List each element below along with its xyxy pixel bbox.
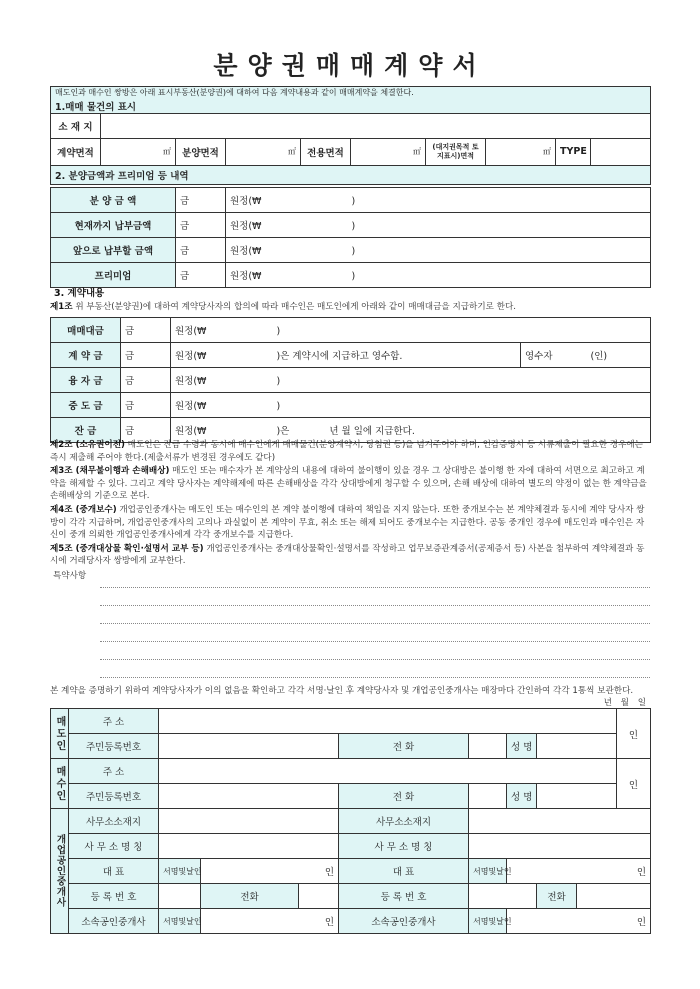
buyer-address-field[interactable] [159, 759, 617, 784]
total-price-label: 매매대금 [51, 318, 121, 343]
total-price-amount[interactable] [171, 318, 651, 343]
amount-close: ) [351, 271, 356, 282]
section2-heading: 2. 분양금액과 프리미엄 등 내역 [51, 165, 651, 184]
seller-phone-label: 전 화 [339, 734, 469, 759]
contract-area-field[interactable]: ㎡ [101, 138, 176, 165]
article-head: 제3조 (채무불이행과 손해배상) [50, 466, 170, 477]
amount-text: 원정(₩ [230, 271, 262, 282]
special-terms-label: 특약사항 [53, 571, 87, 581]
special-line[interactable] [100, 588, 650, 606]
special-terms [50, 570, 650, 678]
amount-close: ) [351, 221, 356, 232]
location-field[interactable] [101, 113, 651, 138]
agent2-reg-field[interactable] [469, 884, 537, 909]
page-title: 분양권매매계약서 [213, 51, 487, 80]
balance-label: 잔 금 [51, 418, 121, 443]
agent-reg-field[interactable] [159, 884, 201, 909]
agent2-reg-label: 등 록 번 호 [339, 884, 469, 909]
location-label: 소 재 지 [51, 113, 101, 138]
seller-address-label: 주 소 [69, 709, 159, 734]
agent2-affiliated-label: 소속공인중개사 [339, 909, 469, 934]
contract-area-label: 계약면적 [51, 138, 101, 165]
agent2-phone-field[interactable] [577, 884, 651, 909]
interim-amount[interactable] [171, 393, 651, 418]
amount-close: )은 [276, 426, 290, 437]
remaining-row-label: 앞으로 납부할 금액 [51, 238, 176, 263]
type-field[interactable] [591, 138, 651, 165]
seller-address-field[interactable] [159, 709, 617, 734]
amount-text: 원정(₩ [175, 426, 207, 437]
amount-text: 원정(₩ [175, 326, 207, 337]
exclusive-area-label: 전용면적 [301, 138, 351, 165]
agent-office-addr-field[interactable] [159, 809, 339, 834]
article-text: 개업공인중개사는 중개대상물확인·설명서를 작성하고 업무보증관계증서(공제증서 등) 사본을 첨부하여 계약체결과 동시에 거래당사자 쌍방에게 교부한다. [50, 543, 645, 567]
agent2-office-name-field[interactable] [469, 834, 651, 859]
receipt-seal: (인) [590, 351, 608, 362]
total-price-prefix: 금 [121, 318, 171, 343]
articles [50, 439, 650, 569]
interim-prefix: 금 [121, 393, 171, 418]
article1-head: 제1조 [50, 302, 73, 312]
section1-heading: 1.매매 물건의 표시 [51, 99, 651, 114]
agent-office-name-label: 사 무 소 명 칭 [69, 834, 159, 859]
amount-close: )은 계약시에 지급하고 영수함. [276, 351, 403, 362]
agent-office-addr-label: 사무소소재지 [69, 809, 159, 834]
amount-close: ) [276, 401, 281, 412]
price-row-label: 분 양 금 액 [51, 188, 176, 213]
price-row-amount[interactable] [226, 188, 651, 213]
buyer-seal[interactable]: 인 [617, 759, 651, 809]
agent2-affiliated-seal[interactable]: 인 [507, 909, 651, 934]
special-line[interactable] [100, 660, 650, 678]
intro-text: 매도인과 매수인 쌍방은 아래 표시부동산(분양권)에 대하여 다음 계약내용과 같이 매매계약을 체결한다. [51, 87, 651, 99]
seller-name-label: 성 명 [507, 734, 537, 759]
agent2-rep-seal[interactable]: 인 [507, 859, 651, 884]
article-5 [50, 543, 650, 568]
price-row-prefix: 금 [176, 188, 226, 213]
land-area-label: (대지권목적 토지표시)면적 [426, 138, 486, 165]
land-area-field[interactable]: ㎡ [486, 138, 556, 165]
article-2 [50, 439, 650, 464]
exclusive-area-field[interactable]: ㎡ [351, 138, 426, 165]
agent-reg-label: 등 록 번 호 [69, 884, 159, 909]
balance-date-text: 년 월 일에 지급한다. [329, 426, 415, 437]
seller-id-field[interactable] [159, 734, 339, 759]
seller-label: 매도인 [51, 709, 69, 759]
amount-close: ) [276, 326, 281, 337]
article-head: 제4조 (중개보수) [50, 504, 117, 515]
paid-row-amount[interactable] [226, 213, 651, 238]
special-line[interactable] [100, 624, 650, 642]
sale-area-label: 분양면적 [176, 138, 226, 165]
loan-label: 융 자 금 [51, 368, 121, 393]
loan-amount[interactable] [171, 368, 651, 393]
deposit-amount[interactable] [171, 343, 521, 368]
paid-row-prefix: 금 [176, 213, 226, 238]
article-head: 제5조 (중개대상물 확인·설명서 교부 등) [50, 543, 204, 554]
premium-table [50, 187, 651, 288]
paid-row-label: 현재까지 납부금액 [51, 213, 176, 238]
article1-text: 위 부동산(분양권)에 대하여 계약당사자의 합의에 따라 매수인은 매도인에게 아래와 같이 매매대금을 지급하기로 한다. [72, 302, 517, 312]
article-text: 개업공인중개사는 매도인 또는 매수인의 본 계약 불이행에 대하여 책임을 지지 않는다. 또한 중개보수는 본 계약체결과 동시에 계약 당사자 쌍방이 각각 지급하며, 개업공인중개사의 고의나 과실없이 본 계약이 무효, 취소 또는 해제 되어도 중개보수는 지급한다. 공동 중개인 경우에 매도인과 매수인은 자신이 중개 의뢰한 개업공인중개사에게 각각 중개보수를 지급한다. [50, 504, 645, 541]
premium-row-prefix: 금 [176, 263, 226, 288]
type-label: TYPE [556, 138, 591, 165]
receipt-field[interactable] [521, 343, 651, 368]
balance-prefix: 금 [121, 418, 171, 443]
article-text: 매도인 또는 매수자가 본 계약상의 내용에 대하여 불이행이 있을 경우 그 상대방은 불이행 한 자에 대하여 서면으로 최고하고 계약을 해제할 수 있다. 그리고 계약 당사자는 계약해제에 따른 손해배상을 각각 상대방에게 청구할 수 있으며, 손해 배상에 대하여 별도의 약정이 없는 한 계약금을 손해배상의 기준으로 본다. [50, 466, 647, 502]
seller-name-field[interactable] [537, 734, 617, 759]
property-table [50, 86, 651, 185]
agent2-office-name-label: 사 무 소 명 칭 [339, 834, 469, 859]
amount-text: 원정(₩ [230, 246, 262, 257]
agent-phone-label: 전화 [201, 884, 299, 909]
deposit-prefix: 금 [121, 343, 171, 368]
amount-text: 원정(₩ [230, 221, 262, 232]
agent2-office-addr-label: 사무소소재지 [339, 809, 469, 834]
special-line[interactable] [100, 570, 650, 588]
interim-label: 중 도 금 [51, 393, 121, 418]
agent2-office-addr-field[interactable] [469, 809, 651, 834]
article-3 [50, 465, 650, 503]
premium-row-label: 프리미엄 [51, 263, 176, 288]
section3-heading: 3. 계약내용 [54, 288, 105, 299]
buyer-address-label: 주 소 [69, 759, 159, 784]
agent-affiliated-label: 소속공인중개사 [69, 909, 159, 934]
agent-affiliated-seal[interactable]: 인 [201, 909, 339, 934]
article-text: 매도인은 잔금 수령과 동시에 매수인에게 매매물건(분양계약서, 당첨권 등)을 넘겨주어야 하며, 인감증명서 등 서류제출이 필요한 경우에는 즉시 제출해 주어야 한다.(제출서류가 변경된 경우에도 같다) [50, 440, 643, 463]
buyer-phone-label: 전 화 [339, 784, 469, 809]
agent-affiliated-sign-label: 서명및날인 [159, 909, 201, 934]
receiver-label: 영수자 [525, 351, 553, 362]
payment-table [50, 317, 651, 443]
agent2-affiliated-sign-label: 서명및날인 [469, 909, 507, 934]
special-line[interactable] [100, 642, 650, 660]
article1 [50, 301, 650, 314]
buyer-id-label: 주민등록번호 [69, 784, 159, 809]
seller-id-label: 주민등록번호 [69, 734, 159, 759]
buyer-phone-field[interactable] [469, 784, 507, 809]
amount-close: ) [351, 196, 356, 207]
remaining-row-prefix: 금 [176, 238, 226, 263]
buyer-name-field[interactable] [537, 784, 617, 809]
agent-office-name-field[interactable] [159, 834, 339, 859]
parties-table [50, 708, 651, 934]
deposit-label: 계 약 금 [51, 343, 121, 368]
amount-text: 원정(₩ [175, 401, 207, 412]
agent-label: 개업공인중개사 [51, 809, 69, 934]
article-4 [50, 504, 650, 542]
agent2-sign-label: 서명및날인 [469, 859, 507, 884]
seller-phone-field[interactable] [469, 734, 507, 759]
amount-close: ) [276, 376, 281, 387]
agent-sign-label: 서명및날인 [159, 859, 201, 884]
agent-phone-field[interactable] [299, 884, 339, 909]
buyer-name-label: 성 명 [507, 784, 537, 809]
loan-prefix: 금 [121, 368, 171, 393]
agent-rep-label: 대 표 [69, 859, 159, 884]
amount-text: 원정(₩ [230, 196, 262, 207]
sale-area-field[interactable]: ㎡ [226, 138, 301, 165]
buyer-id-field[interactable] [159, 784, 339, 809]
agent2-phone-label: 전화 [537, 884, 577, 909]
article-head: 제2조 (소유권이전) [50, 440, 125, 450]
amount-text: 원정(₩ [175, 376, 207, 387]
buyer-label: 매수인 [51, 759, 69, 809]
seller-seal[interactable]: 인 [617, 709, 651, 759]
remaining-row-amount[interactable] [226, 238, 651, 263]
agent-rep-seal[interactable]: 인 [201, 859, 339, 884]
agent2-rep-label: 대 표 [339, 859, 469, 884]
amount-text: 원정(₩ [175, 351, 207, 362]
closing-text: 본 계약을 증명하기 위하여 계약당사자가 이의 없음을 확인하고 각각 서명·날인 후 계약당사자 및 개업공인중개사는 매장마다 간인하여 각각 1통씩 보관한다. [50, 686, 634, 696]
contract-date: 년 월 일 [603, 698, 646, 708]
amount-close: ) [351, 246, 356, 257]
special-line[interactable] [100, 606, 650, 624]
premium-row-amount[interactable] [226, 263, 651, 288]
